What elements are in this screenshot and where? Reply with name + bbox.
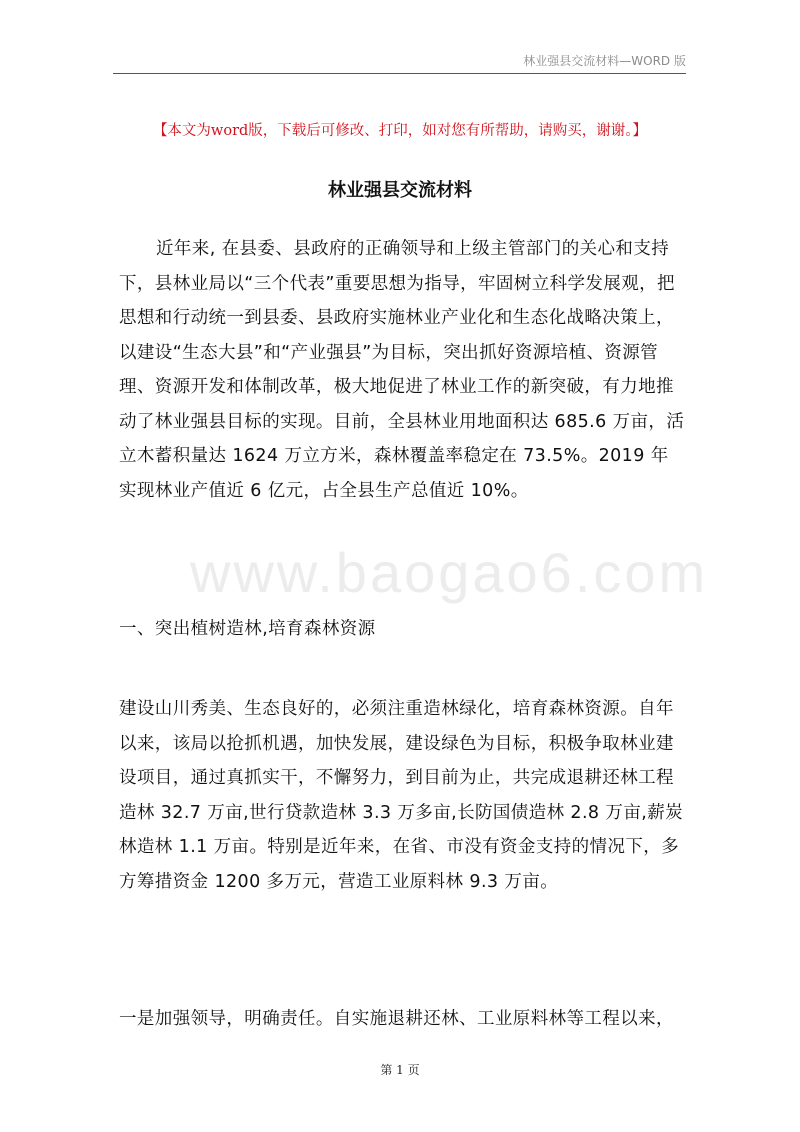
- header-divider: [113, 73, 686, 74]
- paragraph-intro: 近年来, 在县委、县政府的正确领导和上级主管部门的关心和支持下，县林业局以“三个代表”重要思想为指导，牢固树立科学发展观，把思想和行动统一到县委、县政府实施林业产业化和生态化战略决策上，以建设“生态大县”和“产业强县”为目标，突出抓好资源培植、资源管理、资源开发和体制改革，极大地促进了林业工作的新突破，有力地推动了林业强县目标的实现。目前，全县林业用地面积达 685.6 万亩，活立木蓄积量达 1624 万立方米，森林覆盖率稳定在 73.5%。2019 年实现林业产值近 6 亿元，占全县生产总值近 10%。: [119, 239, 685, 501]
- paragraph-afforestation: 建设山川秀美、生态良好的，必须注重造林绿化，培育森林资源。自年以来，该局以抢抓机遇，加快发展，建设绿色为目标，积极争取林业建设项目，通过真抓实干，不懈努力，到目前为止，共完成退耕还林工程造林 32.7 万亩,世行贷款造林 3.3 万多亩,长防国债造林 2.8 万亩,薪炭林造林 1.1 万亩。特别是近年来，在省、市没有资金支持的情况下，多方筹措资金 1200 多万元，营造工业原料林 9.3 万亩。: [119, 699, 683, 892]
- watermark: www.baogao6.com: [190, 541, 709, 604]
- section-heading-1: 一、突出植树造林,培育森林资源: [119, 619, 376, 639]
- running-header: 林业强县交流材料—WORD 版: [523, 54, 686, 68]
- paragraph-leadership: 一是加强领导，明确责任。自实施退耕还林、工业原料林等工程以来，: [119, 1009, 674, 1029]
- document-title: 林业强县交流材料: [328, 180, 472, 201]
- page-number: 第 1 页: [380, 1063, 420, 1077]
- purchase-notice: 【本文为word版，下载后可修改、打印，如对您有所帮助，请购买，谢谢。】: [152, 123, 648, 139]
